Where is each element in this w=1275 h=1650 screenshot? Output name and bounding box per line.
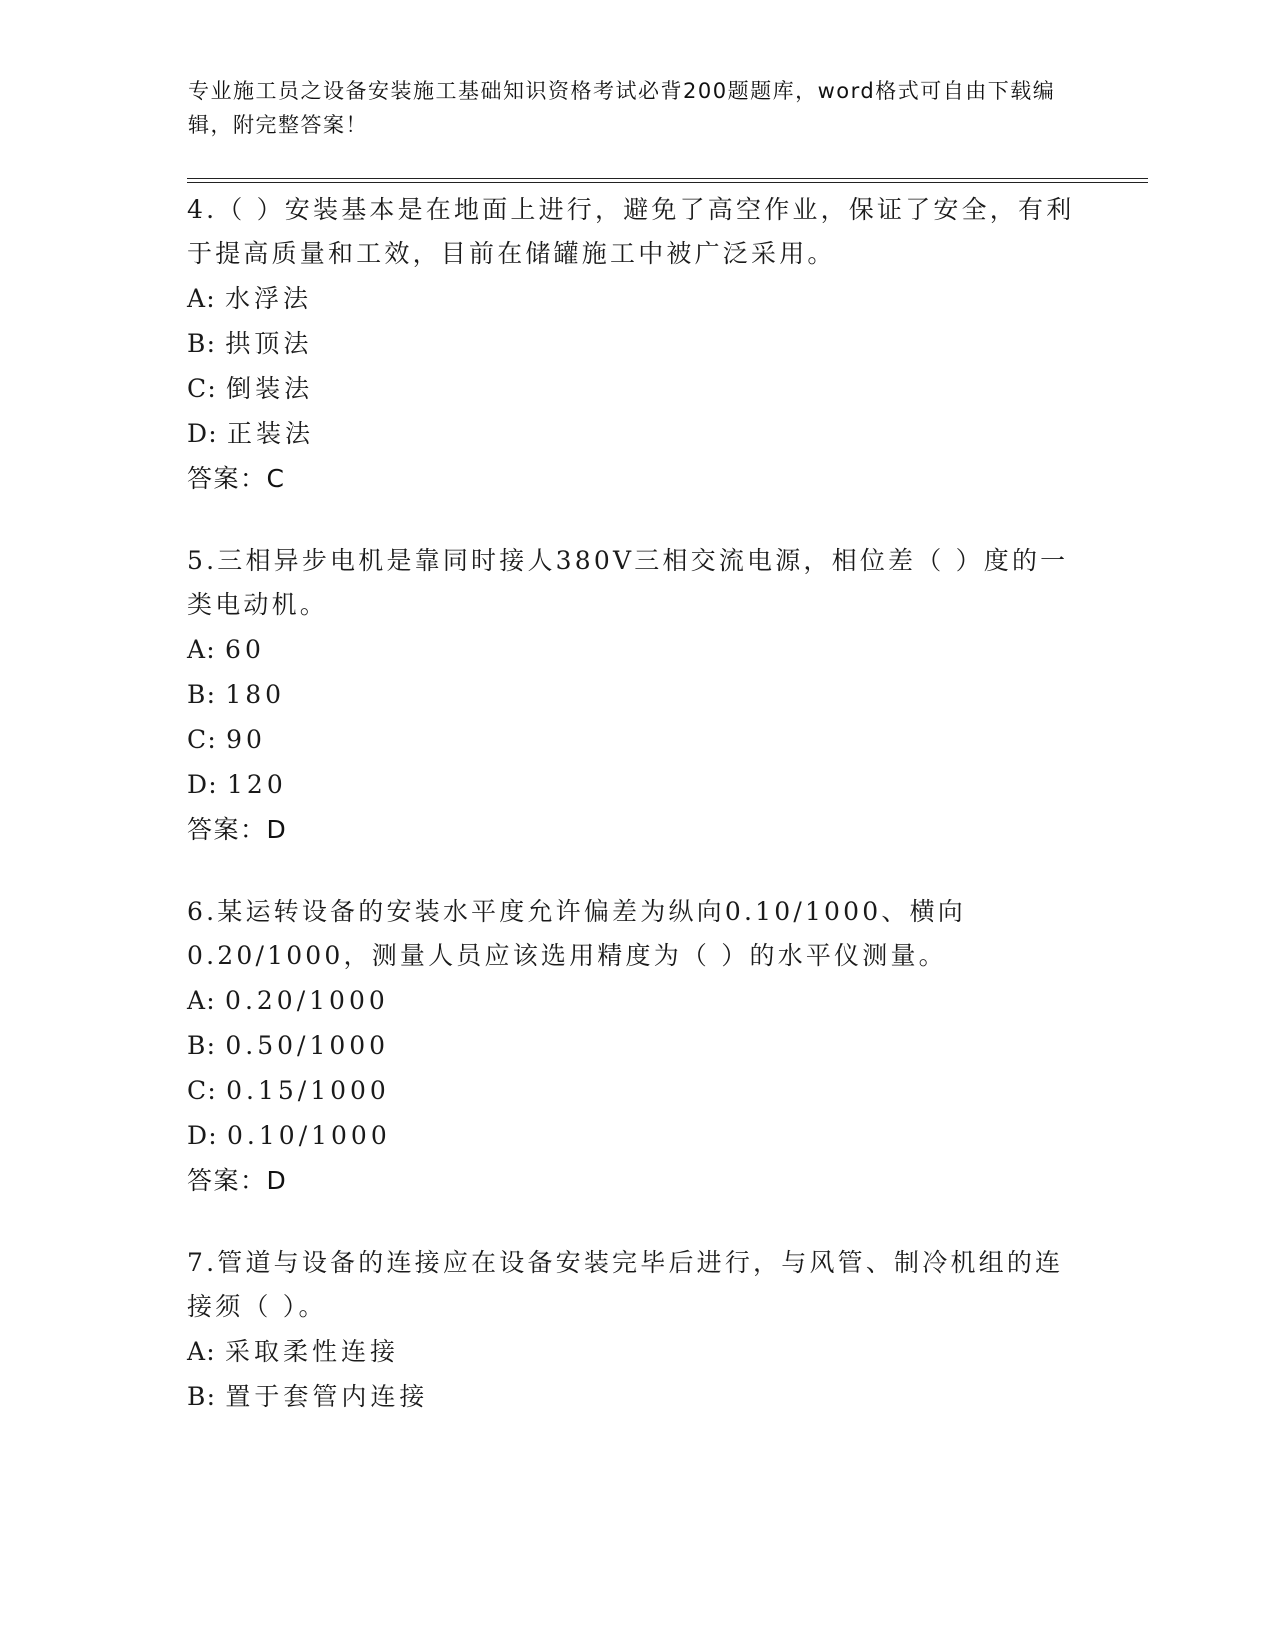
document-header: [188, 74, 1068, 142]
question-list: [187, 188, 1087, 1456]
option-b: [187, 321, 1087, 366]
question-stem: 6.某运转设备的安装水平度允许偏差为纵向0.10/1000、横向0.20/1000，测量人员应该选用精度为（ ）的水平仪测量。: [187, 897, 966, 970]
option-label: A:: [187, 986, 216, 1015]
option-label: A:: [187, 1337, 216, 1366]
question-7: [187, 1241, 1087, 1419]
option-text: 水浮法: [225, 284, 313, 313]
option-d: [187, 411, 1087, 456]
option-text: 0.15/1000: [226, 1076, 390, 1105]
option-a: [187, 1329, 1087, 1374]
option-label: B:: [187, 1382, 217, 1411]
option-text: 置于套管内连接: [225, 1382, 429, 1411]
option-label: D:: [187, 419, 218, 448]
option-a: [187, 627, 1087, 672]
option-text: 正装法: [227, 419, 315, 448]
option-text: 0.50/1000: [225, 1031, 390, 1060]
answer-line: 答案：C: [187, 464, 286, 493]
option-label: A:: [187, 284, 216, 313]
option-label: D:: [187, 1121, 218, 1150]
option-c: [187, 1068, 1087, 1113]
option-text: 0.20/1000: [225, 986, 389, 1015]
question-stem: 7.管道与设备的连接应在设备安装完毕后进行，与风管、制冷机组的连接须（ ）。: [187, 1248, 1064, 1321]
option-text: 90: [226, 725, 266, 754]
option-d: [187, 762, 1087, 807]
option-b: [187, 1023, 1087, 1068]
option-label: B:: [187, 680, 217, 709]
option-label: B:: [187, 329, 217, 358]
option-label: C:: [187, 725, 217, 754]
question-stem: 5.三相异步电机是靠同时接人380V三相交流电源，相位差（ ）度的一类电动机。: [187, 546, 1069, 619]
option-text: 180: [225, 680, 286, 709]
option-a: [187, 978, 1087, 1023]
header-rule-bottom: [187, 182, 1148, 183]
option-c: [187, 366, 1087, 411]
answer-line: 答案：D: [187, 1166, 288, 1195]
option-text: 倒装法: [226, 374, 314, 403]
question-5: [187, 539, 1087, 853]
option-b: [187, 672, 1087, 717]
option-c: [187, 717, 1087, 762]
option-text: 采取柔性连接: [225, 1337, 400, 1366]
option-label: D:: [187, 770, 218, 799]
option-label: C:: [187, 1076, 217, 1105]
option-text: 60: [225, 635, 265, 664]
option-a: [187, 276, 1087, 321]
question-4: [187, 188, 1087, 502]
option-text: 0.10/1000: [227, 1121, 391, 1150]
answer-line: 答案：D: [187, 815, 288, 844]
option-b: [187, 1374, 1087, 1419]
header-title: 专业施工员之设备安装施工基础知识资格考试必背200题题库，word格式可自由下载编辑，附完整答案！: [188, 79, 1056, 137]
header-rule-top: [187, 178, 1148, 179]
option-label: A:: [187, 635, 216, 664]
question-stem: 4.（ ）安装基本是在地面上进行，避免了高空作业，保证了安全，有利于提高质量和工效，目前在储罐施工中被广泛采用。: [187, 195, 1075, 268]
option-d: [187, 1113, 1087, 1158]
option-label: B:: [187, 1031, 217, 1060]
option-label: C:: [187, 374, 217, 403]
option-text: 120: [227, 770, 287, 799]
question-6: [187, 890, 1087, 1204]
option-text: 拱顶法: [225, 329, 313, 358]
